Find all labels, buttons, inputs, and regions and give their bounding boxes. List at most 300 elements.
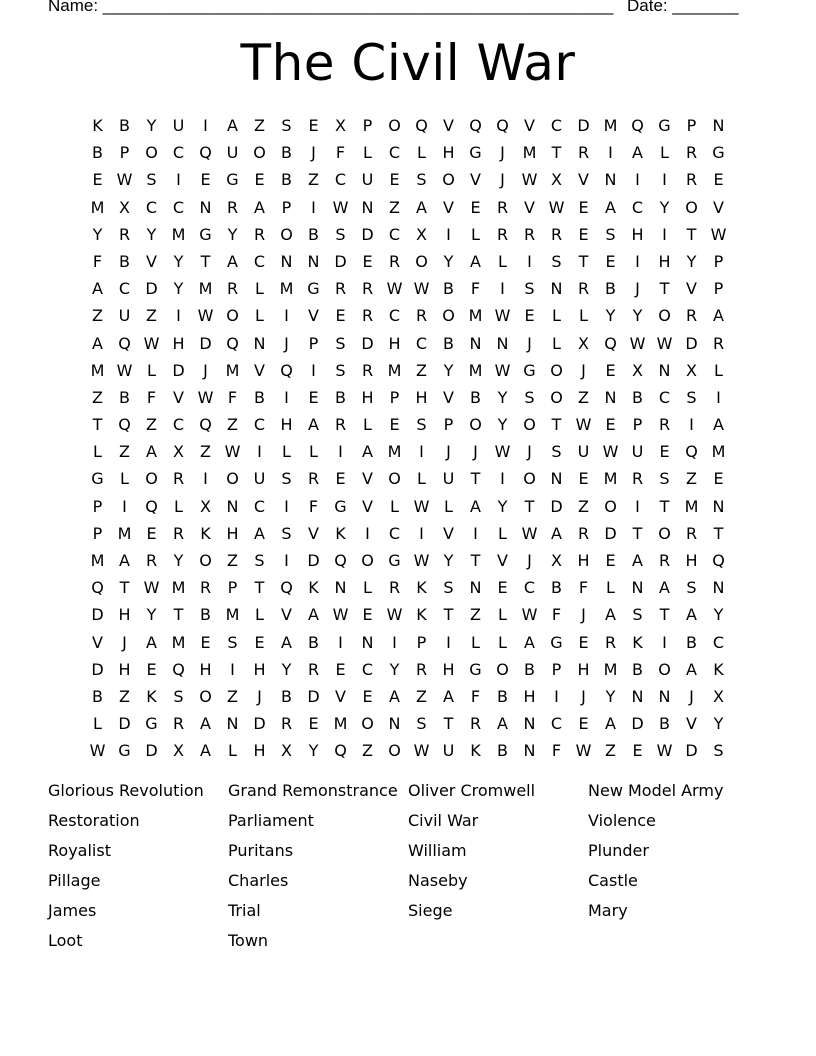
name-field-label: Name: ______________________________________________________ <box>48 0 614 15</box>
page-title: The Civil War <box>240 34 576 92</box>
grid-letter: R <box>334 415 347 435</box>
grid-letter: G <box>712 143 725 163</box>
grid-letter: M <box>225 605 240 625</box>
grid-letter: V <box>470 170 481 190</box>
grid-letter: B <box>551 578 562 598</box>
grid-letter: M <box>711 442 726 462</box>
grid-letter: P <box>713 279 724 299</box>
grid-letter: J <box>689 686 694 706</box>
grid-letter: E <box>308 714 319 734</box>
grid-letter: G <box>334 496 347 516</box>
grid-letter: I <box>392 632 397 652</box>
grid-letter: Y <box>227 224 238 244</box>
grid-letter: W <box>575 415 592 435</box>
grid-letter: O <box>361 551 374 570</box>
grid-letter: M <box>117 523 132 543</box>
grid-letter: O <box>199 686 212 706</box>
word-list-item: Trial <box>228 901 261 920</box>
grid-letter: N <box>712 496 725 516</box>
grid-letter: E <box>146 523 157 543</box>
grid-letter: A <box>713 306 724 326</box>
date-field-label: Date: _______ <box>627 0 739 15</box>
grid-letter: C <box>388 523 401 543</box>
grid-letter: Z <box>578 496 589 516</box>
grid-letter: R <box>685 306 698 326</box>
grid-letter: D <box>307 686 320 706</box>
grid-letter: L <box>93 442 102 462</box>
grid-letter: K <box>92 116 103 135</box>
grid-letter: W <box>413 551 430 570</box>
grid-letter: L <box>255 306 264 326</box>
grid-letter: V <box>335 686 346 706</box>
grid-letter: E <box>578 632 589 652</box>
grid-letter: Y <box>605 306 616 326</box>
grid-letter: A <box>659 578 670 598</box>
grid-letter: S <box>254 551 265 570</box>
grid-letter: C <box>253 251 266 271</box>
grid-letter: V <box>524 197 535 217</box>
grid-letter: E <box>632 741 643 761</box>
grid-letter: N <box>550 469 563 489</box>
grid-letter: H <box>685 551 698 570</box>
grid-letter: R <box>658 415 671 435</box>
grid-letter: O <box>226 469 239 489</box>
grid-letter: L <box>579 306 588 326</box>
grid-letter: V <box>443 116 454 135</box>
grid-letter: L <box>498 605 507 625</box>
grid-letter: C <box>118 279 131 299</box>
grid-letter: D <box>253 714 266 734</box>
grid-letter: A <box>308 415 319 435</box>
grid-letter: L <box>417 143 426 163</box>
grid-letter: V <box>308 306 319 326</box>
grid-letter: W <box>197 387 214 407</box>
grid-letter: E <box>605 251 616 271</box>
grid-letter: O <box>658 659 671 679</box>
grid-letter: W <box>494 442 511 462</box>
grid-letter: O <box>658 306 671 326</box>
grid-letter: N <box>361 197 374 217</box>
grid-letter: X <box>173 741 184 761</box>
grid-letter: O <box>658 523 671 543</box>
grid-letter: P <box>632 415 643 435</box>
grid-letter: I <box>608 143 613 163</box>
grid-letter: D <box>577 116 590 135</box>
grid-letter: T <box>173 605 184 625</box>
grid-letter: R <box>118 224 131 244</box>
grid-letter: B <box>632 659 643 679</box>
grid-letter: V <box>686 714 697 734</box>
grid-letter: S <box>335 224 346 244</box>
grid-letter: F <box>92 251 103 271</box>
grid-letter: I <box>527 251 532 271</box>
grid-letter: L <box>255 279 264 299</box>
grid-letter: X <box>173 442 184 462</box>
grid-letter: N <box>226 714 239 734</box>
letter-grid <box>84 112 732 765</box>
grid-letter: K <box>200 523 211 543</box>
grid-letter: M <box>387 360 402 380</box>
grid-letter: L <box>714 360 723 380</box>
grid-letter: Q <box>118 415 131 435</box>
grid-letter: D <box>91 605 104 625</box>
grid-letter: D <box>685 741 698 761</box>
grid-letter: K <box>416 578 427 598</box>
grid-letter: V <box>173 387 184 407</box>
grid-letter: M <box>90 551 105 570</box>
grid-letter: O <box>550 360 563 380</box>
grid-letter: X <box>119 197 130 217</box>
grid-letter: L <box>309 442 318 462</box>
grid-letter: N <box>631 578 644 598</box>
grid-letter: R <box>469 714 482 734</box>
grid-letter: T <box>632 523 643 543</box>
grid-letter: W <box>575 741 592 761</box>
grid-letter: X <box>281 741 292 761</box>
grid-letter: A <box>146 442 157 462</box>
grid-letter: P <box>416 632 427 652</box>
grid-letter: V <box>146 251 157 271</box>
grid-letter: N <box>712 116 725 135</box>
grid-letter: S <box>173 686 184 706</box>
grid-letter: W <box>521 170 538 190</box>
grid-letter: I <box>176 306 181 326</box>
word-list-item: James <box>48 901 97 920</box>
grid-letter: B <box>119 251 130 271</box>
grid-letter: B <box>92 686 103 706</box>
grid-letter: L <box>228 741 237 761</box>
grid-letter: B <box>605 279 616 299</box>
grid-letter: R <box>415 306 428 326</box>
grid-letter: G <box>145 714 158 734</box>
grid-letter: E <box>605 551 616 570</box>
grid-letter: H <box>118 659 131 679</box>
grid-letter: R <box>415 659 428 679</box>
grid-letter: M <box>171 224 186 244</box>
grid-letter: H <box>658 251 671 271</box>
grid-letter: A <box>551 523 562 543</box>
grid-letter: F <box>146 387 157 407</box>
grid-letter: K <box>470 741 481 761</box>
grid-letter: V <box>281 605 292 625</box>
grid-letter: W <box>89 741 106 761</box>
word-list-item: Mary <box>588 901 628 920</box>
grid-letter: B <box>524 659 535 679</box>
grid-letter: T <box>443 605 454 625</box>
word-list-item: Siege <box>408 901 453 920</box>
grid-letter: O <box>253 143 266 163</box>
grid-letter: Z <box>416 360 427 380</box>
grid-letter: J <box>473 442 478 462</box>
grid-letter: B <box>200 605 211 625</box>
grid-letter: H <box>577 551 590 570</box>
grid-letter: I <box>203 469 208 489</box>
grid-letter: T <box>443 714 454 734</box>
word-list-item: Parliament <box>228 811 314 830</box>
grid-letter: L <box>660 143 669 163</box>
word-list-item: Loot <box>48 931 83 950</box>
grid-letter: T <box>92 415 103 435</box>
grid-letter: L <box>363 143 372 163</box>
grid-letter: L <box>498 251 507 271</box>
grid-letter: S <box>551 442 562 462</box>
grid-letter: Z <box>686 469 697 489</box>
grid-letter: J <box>635 279 640 299</box>
grid-letter: E <box>254 632 265 652</box>
grid-letter: C <box>550 714 563 734</box>
grid-letter: J <box>527 333 532 353</box>
grid-letter: H <box>280 415 293 435</box>
grid-letter: W <box>629 333 646 353</box>
grid-letter: I <box>176 170 181 190</box>
grid-letter: W <box>386 605 403 625</box>
grid-letter: A <box>605 605 616 625</box>
grid-letter: C <box>172 143 185 163</box>
grid-letter: Y <box>632 306 643 326</box>
grid-letter: S <box>281 523 292 543</box>
grid-letter: L <box>174 496 183 516</box>
grid-letter: R <box>361 279 374 299</box>
grid-letter: B <box>281 170 292 190</box>
grid-letter: A <box>524 632 535 652</box>
grid-letter: E <box>659 442 670 462</box>
grid-letter: D <box>631 714 644 734</box>
grid-letter: Q <box>604 333 617 353</box>
grid-letter: H <box>361 387 374 407</box>
grid-letter: L <box>282 442 291 462</box>
grid-letter: V <box>497 551 508 570</box>
grid-letter: B <box>497 741 508 761</box>
word-list-item: Town <box>228 931 269 950</box>
grid-letter: M <box>90 197 105 217</box>
grid-letter: I <box>473 523 478 543</box>
grid-letter: H <box>199 659 212 679</box>
grid-letter: Y <box>686 251 697 271</box>
grid-letter: S <box>713 741 724 761</box>
grid-letter: A <box>686 659 697 679</box>
grid-letter: L <box>363 415 372 435</box>
grid-letter: R <box>145 551 158 570</box>
grid-letter: U <box>631 442 644 462</box>
grid-letter: A <box>713 415 724 435</box>
grid-letter: C <box>253 496 266 516</box>
grid-letter: W <box>386 279 403 299</box>
grid-letter: E <box>308 116 319 135</box>
grid-letter: S <box>524 279 535 299</box>
grid-letter: H <box>523 686 536 706</box>
grid-letter: O <box>523 415 536 435</box>
grid-letter: H <box>253 659 266 679</box>
grid-letter: R <box>199 578 212 598</box>
grid-letter: E <box>524 306 535 326</box>
word-list-item: Royalist <box>48 841 111 860</box>
grid-letter: M <box>171 578 186 598</box>
grid-letter: Y <box>713 605 724 625</box>
grid-letter: M <box>279 279 294 299</box>
grid-letter: D <box>145 279 158 299</box>
grid-letter: I <box>635 496 640 516</box>
grid-letter: U <box>118 306 131 326</box>
grid-letter: X <box>551 551 562 570</box>
grid-letter: P <box>308 333 319 353</box>
grid-letter: A <box>470 496 481 516</box>
grid-letter: E <box>470 197 481 217</box>
grid-letter: A <box>443 686 454 706</box>
grid-letter: Q <box>118 333 131 353</box>
grid-letter: H <box>442 659 455 679</box>
grid-letter: U <box>442 469 455 489</box>
word-list-item: Grand Remonstrance <box>228 781 398 800</box>
grid-letter: I <box>446 632 451 652</box>
grid-letter: A <box>92 333 103 353</box>
grid-letter: R <box>253 224 266 244</box>
grid-letter: Y <box>659 197 670 217</box>
grid-letter: I <box>284 387 289 407</box>
grid-letter: B <box>686 632 697 652</box>
grid-letter: I <box>419 442 424 462</box>
grid-letter: N <box>604 170 617 190</box>
grid-letter: Y <box>497 415 508 435</box>
word-list-item: William <box>408 841 467 860</box>
grid-letter: O <box>145 469 158 489</box>
grid-letter: T <box>659 496 670 516</box>
grid-letter: M <box>333 714 348 734</box>
grid-letter: I <box>635 170 640 190</box>
grid-letter: Z <box>119 686 130 706</box>
grid-letter: Y <box>389 659 400 679</box>
grid-letter: N <box>469 578 482 598</box>
grid-letter: S <box>335 360 346 380</box>
grid-letter: W <box>143 578 160 598</box>
grid-letter: B <box>659 714 670 734</box>
grid-letter: E <box>200 170 211 190</box>
grid-letter: V <box>713 197 724 217</box>
grid-letter: Q <box>280 578 293 598</box>
grid-letter: J <box>446 442 451 462</box>
word-list-item: New Model Army <box>588 781 724 800</box>
grid-letter: Q <box>469 116 482 135</box>
grid-letter: W <box>656 741 673 761</box>
grid-letter: S <box>659 469 670 489</box>
grid-letter: O <box>685 197 698 217</box>
word-list-item: Plunder <box>588 841 649 860</box>
grid-letter: L <box>417 469 426 489</box>
grid-letter: M <box>468 360 483 380</box>
grid-letter: R <box>550 224 563 244</box>
grid-letter: V <box>443 387 454 407</box>
grid-letter: Y <box>146 605 157 625</box>
grid-letter: O <box>388 741 401 761</box>
grid-letter: N <box>226 496 239 516</box>
grid-letter: L <box>444 496 453 516</box>
grid-letter: J <box>527 551 532 570</box>
grid-letter: R <box>361 306 374 326</box>
grid-letter: C <box>523 578 536 598</box>
grid-letter: A <box>632 551 643 570</box>
grid-letter: L <box>552 333 561 353</box>
grid-letter: A <box>362 442 373 462</box>
grid-letter: E <box>713 469 724 489</box>
grid-letter: T <box>659 279 670 299</box>
grid-letter: V <box>254 360 265 380</box>
grid-letter: E <box>578 197 589 217</box>
grid-letter: G <box>550 632 563 652</box>
grid-letter: W <box>116 170 133 190</box>
grid-letter: C <box>145 197 158 217</box>
grid-letter: A <box>605 197 616 217</box>
grid-letter: J <box>527 442 532 462</box>
grid-letter: Z <box>92 387 103 407</box>
grid-letter: E <box>389 170 400 190</box>
grid-letter: P <box>551 659 562 679</box>
grid-letter: Z <box>119 442 130 462</box>
grid-letter: Y <box>173 279 184 299</box>
grid-letter: R <box>172 523 185 543</box>
grid-letter: W <box>710 224 727 244</box>
grid-letter: G <box>226 170 239 190</box>
grid-letter: F <box>470 686 481 706</box>
grid-letter: D <box>550 496 563 516</box>
grid-letter: G <box>199 224 212 244</box>
grid-letter: C <box>334 170 347 190</box>
grid-letter: V <box>686 279 697 299</box>
grid-letter: D <box>685 333 698 353</box>
grid-letter: V <box>308 523 319 543</box>
word-list-item: Violence <box>588 811 656 830</box>
grid-letter: T <box>119 578 130 598</box>
grid-letter: E <box>254 170 265 190</box>
grid-letter: R <box>388 251 401 271</box>
grid-letter: S <box>551 251 562 271</box>
grid-letter: O <box>469 415 482 435</box>
grid-letter: B <box>470 387 481 407</box>
grid-letter: W <box>521 523 538 543</box>
word-list-item: Castle <box>588 871 638 890</box>
grid-letter: J <box>284 333 289 353</box>
grid-letter: C <box>658 387 671 407</box>
grid-letter: D <box>199 333 212 353</box>
grid-letter: S <box>146 170 157 190</box>
grid-letter: B <box>254 387 265 407</box>
grid-letter: N <box>523 741 536 761</box>
grid-letter: N <box>550 279 563 299</box>
grid-letter: J <box>581 686 586 706</box>
grid-letter: M <box>171 632 186 652</box>
grid-letter: T <box>524 496 535 516</box>
grid-letter: D <box>172 360 185 380</box>
grid-letter: Y <box>173 551 184 570</box>
grid-letter: Y <box>146 224 157 244</box>
grid-letter: H <box>172 333 185 353</box>
grid-letter: F <box>308 496 319 516</box>
grid-letter: V <box>443 197 454 217</box>
grid-letter: H <box>226 523 239 543</box>
grid-letter: A <box>470 251 481 271</box>
grid-letter: J <box>581 360 586 380</box>
word-list-item: Naseby <box>408 871 468 890</box>
grid-letter: L <box>363 578 372 598</box>
grid-letter: Z <box>308 170 319 190</box>
grid-letter: Q <box>712 551 725 570</box>
grid-letter: H <box>118 605 131 625</box>
grid-letter: D <box>118 714 131 734</box>
grid-letter: N <box>604 387 617 407</box>
grid-letter: I <box>365 523 370 543</box>
grid-letter: C <box>388 224 401 244</box>
grid-letter: E <box>578 714 589 734</box>
grid-letter: G <box>469 659 482 679</box>
grid-letter: D <box>145 741 158 761</box>
